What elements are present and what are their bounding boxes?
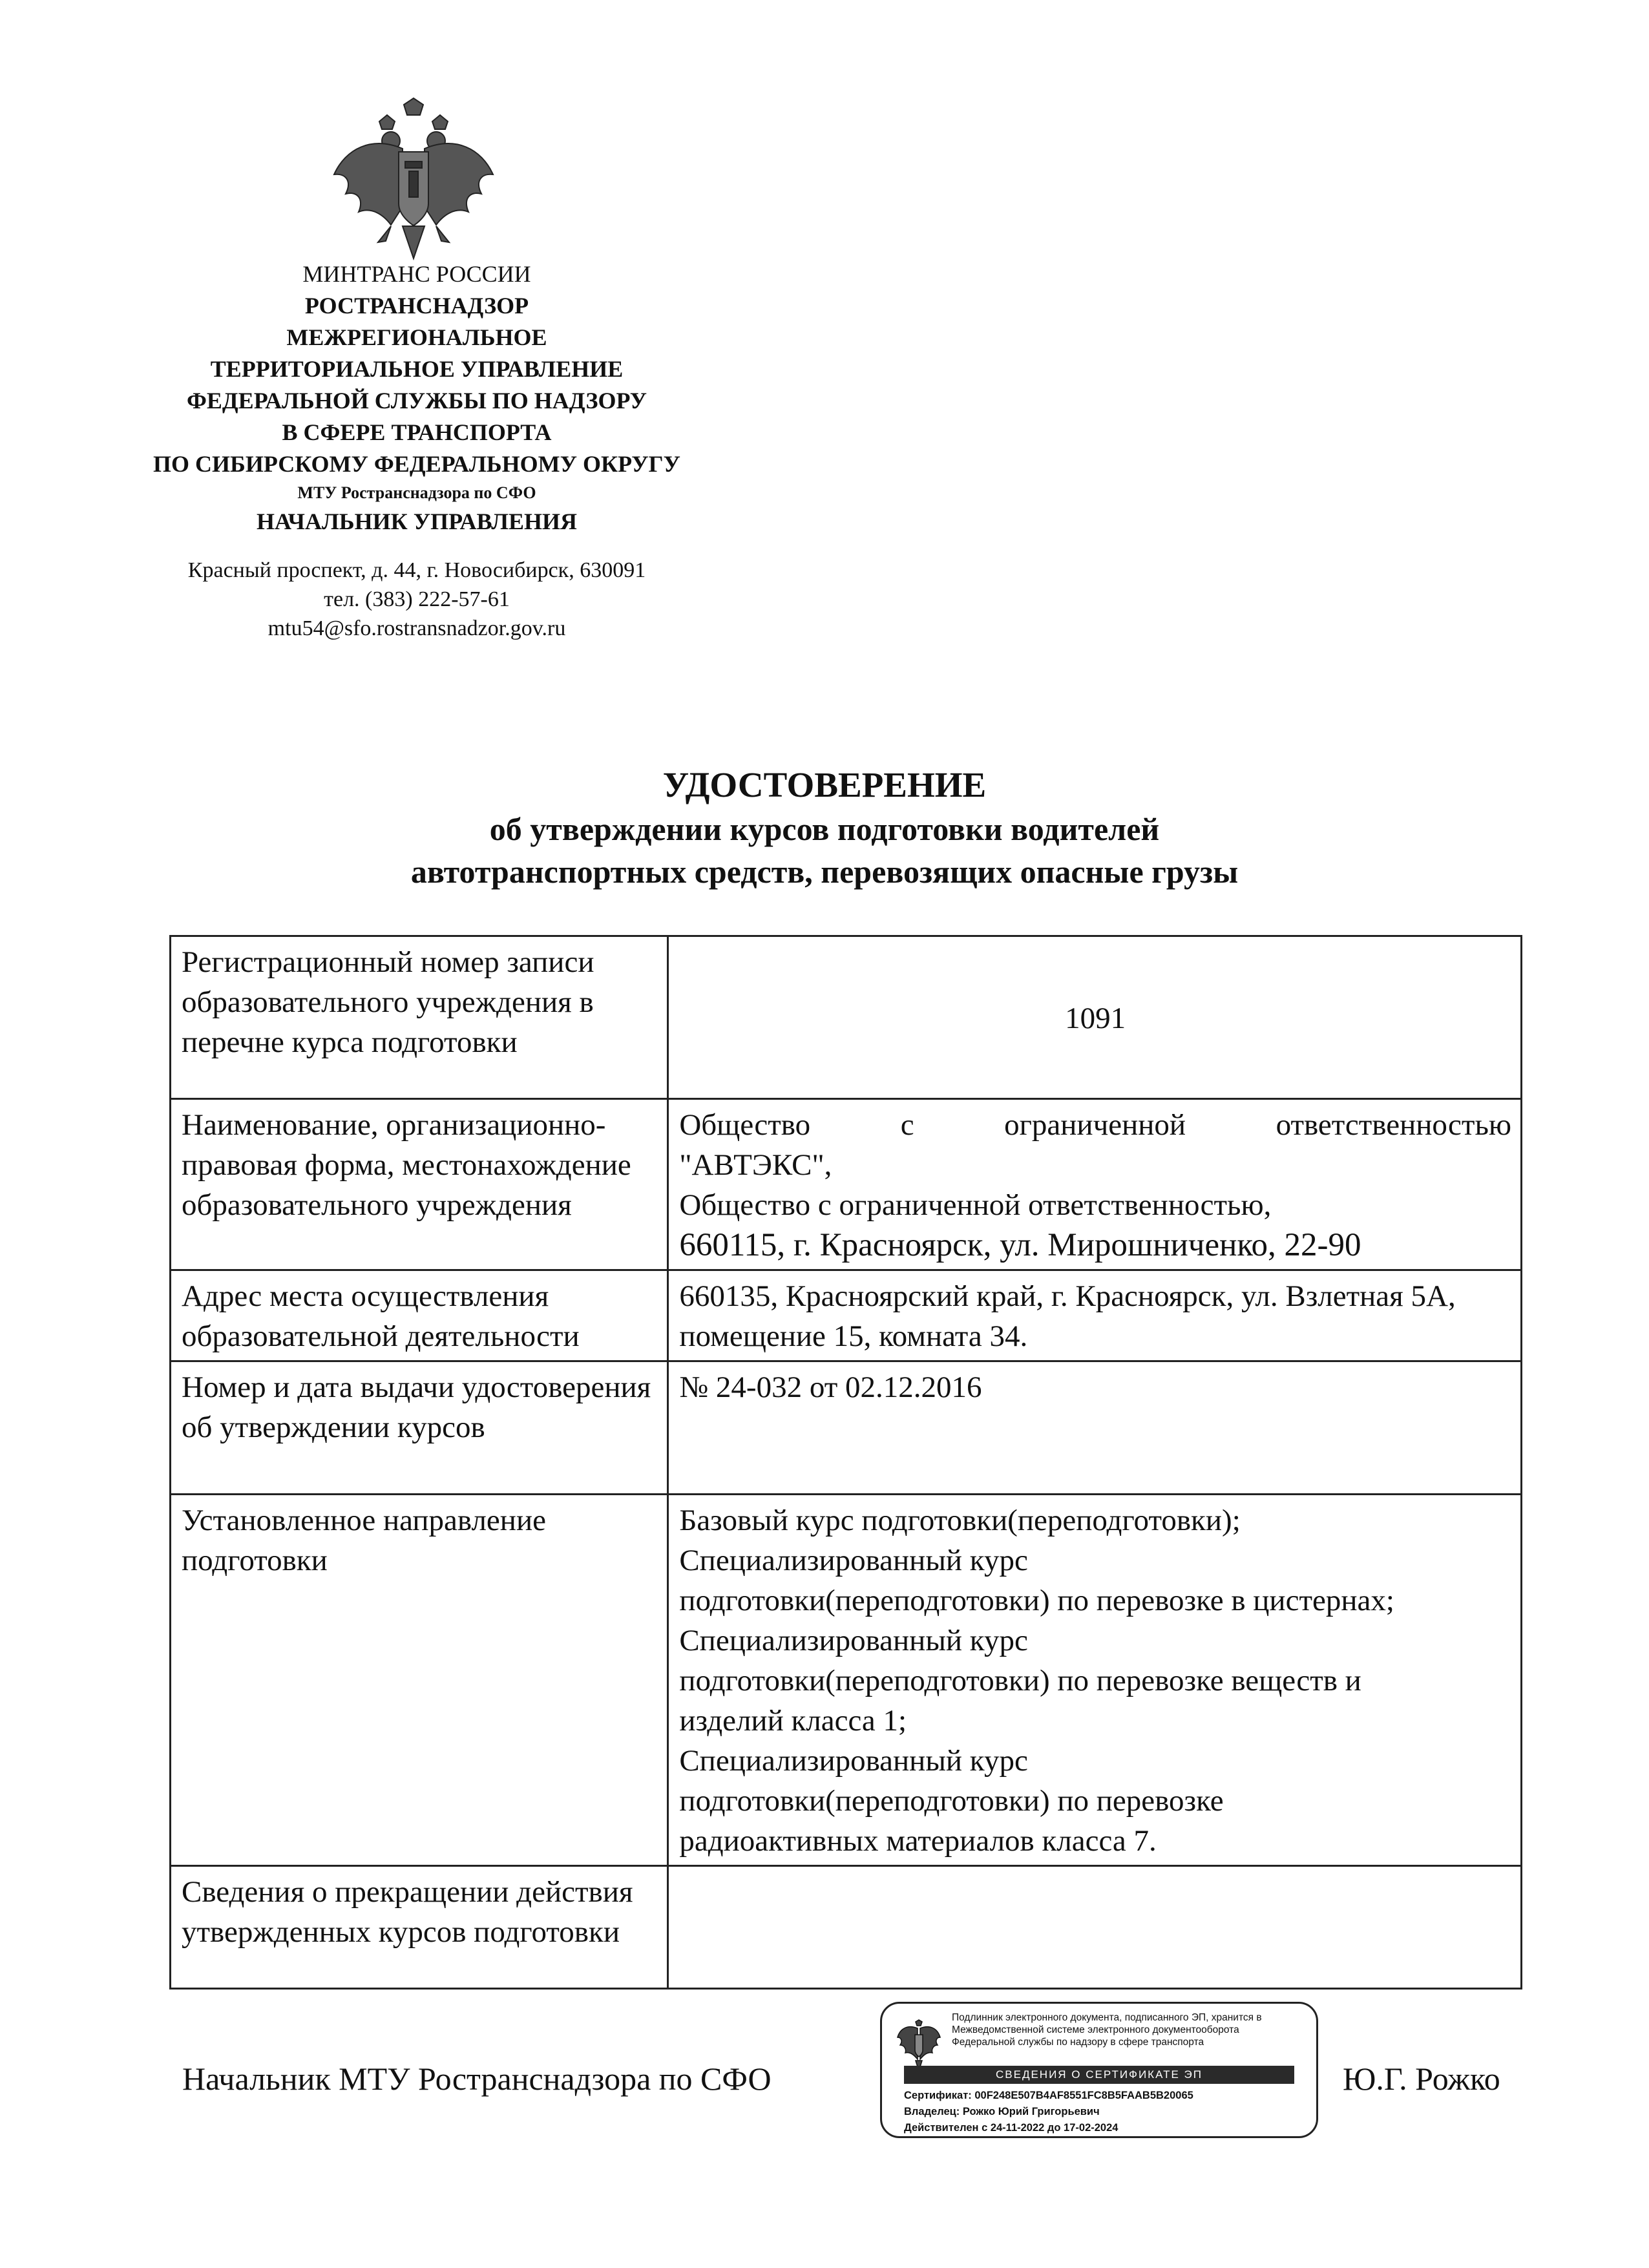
header-line-3: МЕЖРЕГИОНАЛЬНОЕ: [286, 324, 547, 350]
header-address: Красный проспект, д. 44, г. Новосибирск, 630091: [187, 558, 646, 582]
org-name-line-2: "АВТЭКС",: [679, 1148, 832, 1182]
signer-title: Начальник МТУ Ространснадзора по СФО: [182, 2061, 772, 2097]
table-key-cell: Сведения о прекращении действия утвержденных курсов подготовки: [171, 1866, 668, 1989]
header-position: НАЧАЛЬНИК УПРАВЛЕНИЯ: [257, 509, 577, 534]
direction-line: Специализированный курс: [679, 1744, 1028, 1778]
direction-line: подготовки(переподготовки) по перевозке в цистернах;: [679, 1584, 1394, 1617]
header-short-name: МТУ Ространснадзора по СФО: [297, 483, 536, 502]
direction-line: Специализированный курс: [679, 1544, 1028, 1577]
header-email: mtu54@sfo.rostransnadzor.gov.ru: [268, 616, 566, 640]
table-value-cell: [668, 1099, 1522, 1270]
stamp-validity: Действителен с 24-11-2022 до 17-02-2024: [904, 2122, 1119, 2134]
table-value-cell: № 24-032 от 02.12.2016: [668, 1361, 1522, 1495]
stamp-certificate-header: СВЕДЕНИЯ О СЕРТИФИКАТЕ ЭП: [904, 2066, 1294, 2084]
stamp-details: [904, 2088, 1305, 2136]
table-row: [171, 1270, 1522, 1361]
org-name-line-1: Общество с ограниченной ответственностью: [679, 1108, 1511, 1142]
direction-line: подготовки(переподготовки) по перевозке: [679, 1784, 1224, 1818]
header-line-6: В СФЕРЕ ТРАНСПОРТА: [282, 419, 552, 445]
table-value-cell: [668, 1866, 1522, 1989]
title-line-3: автотранспортных средств, перевозящих опасные грузы: [410, 854, 1239, 890]
header-line-agency: РОСТРАНСНАДЗОР: [304, 293, 529, 319]
title-line-2: об утверждении курсов подготовки водителей: [489, 811, 1160, 847]
stamp-description: Подлинник электронного документа, подписанного ЭП, хранится в Межведомственной системе электронного документооборота Федеральной службы по надзору в сфере транспорта: [952, 2012, 1262, 2048]
org-name-line-4: 660115, г. Красноярск, ул. Мирошниченко, 22-90: [679, 1227, 1361, 1263]
table-value-cell: [668, 1495, 1522, 1866]
table-value-cell: 1091: [668, 936, 1522, 1099]
table-key-cell: Наименование, организационно-правовая форма, местонахождение образовательного учреждения: [171, 1099, 668, 1270]
header-line-5: ФЕДЕРАЛЬНОЙ СЛУЖБЫ ПО НАДЗОРУ: [186, 388, 647, 414]
document-title: [0, 762, 1649, 893]
stamp-certificate-number: Сертификат: 00F248E507B4AF8551FC8B5FAAB5B20065: [904, 2090, 1193, 2101]
table-value-cell: 660135, Красноярский край, г. Красноярск, ул. Взлетная 5А, помещение 15, комната 34.: [668, 1270, 1522, 1361]
direction-line: радиоактивных материалов класса 7.: [679, 1824, 1157, 1858]
table-row: [171, 1866, 1522, 1989]
direction-line: подготовки(переподготовки) по перевозке веществ и: [679, 1664, 1361, 1697]
electronic-signature-stamp: [880, 2002, 1318, 2138]
coat-of-arms-emblem: [326, 97, 501, 271]
title-main: УДОСТОВЕРЕНИЕ: [662, 765, 987, 804]
header-line-4: ТЕРРИТОРИАЛЬНОЕ УПРАВЛЕНИЕ: [210, 356, 624, 382]
table-key-cell: Регистрационный номер записи образовательного учреждения в перечне курса подготовки: [171, 936, 668, 1099]
table-row: [171, 936, 1522, 1099]
signer-name: Ю.Г. Рожко: [1343, 2061, 1500, 2097]
stamp-owner: Владелец: Рожко Юрий Григорьевич: [904, 2106, 1100, 2117]
issuer-header: [123, 258, 711, 643]
header-phone: тел. (383) 222-57-61: [324, 587, 510, 611]
table-key-cell: Адрес места осуществления образовательной деятельности: [171, 1270, 668, 1361]
table-key-cell: Номер и дата выдачи удостоверения об утверждении курсов: [171, 1361, 668, 1495]
org-name-line-3: Общество с ограниченной ответственностью,: [679, 1188, 1272, 1222]
table-row: [171, 1495, 1522, 1866]
direction-line: Базовый курс подготовки(переподготовки);: [679, 1504, 1241, 1537]
certificate-table: [169, 935, 1522, 1990]
direction-line: Специализированный курс: [679, 1624, 1028, 1657]
header-line-7: ПО СИБИРСКОМУ ФЕДЕРАЛЬНОМУ ОКРУГУ: [153, 451, 680, 477]
direction-line: изделий класса 1;: [679, 1704, 907, 1738]
table-row: [171, 1361, 1522, 1495]
table-row: [171, 1099, 1522, 1270]
table-key-cell: Установленное направление подготовки: [171, 1495, 668, 1866]
header-line-ministry: МИНТРАНС РОССИИ: [302, 261, 531, 287]
